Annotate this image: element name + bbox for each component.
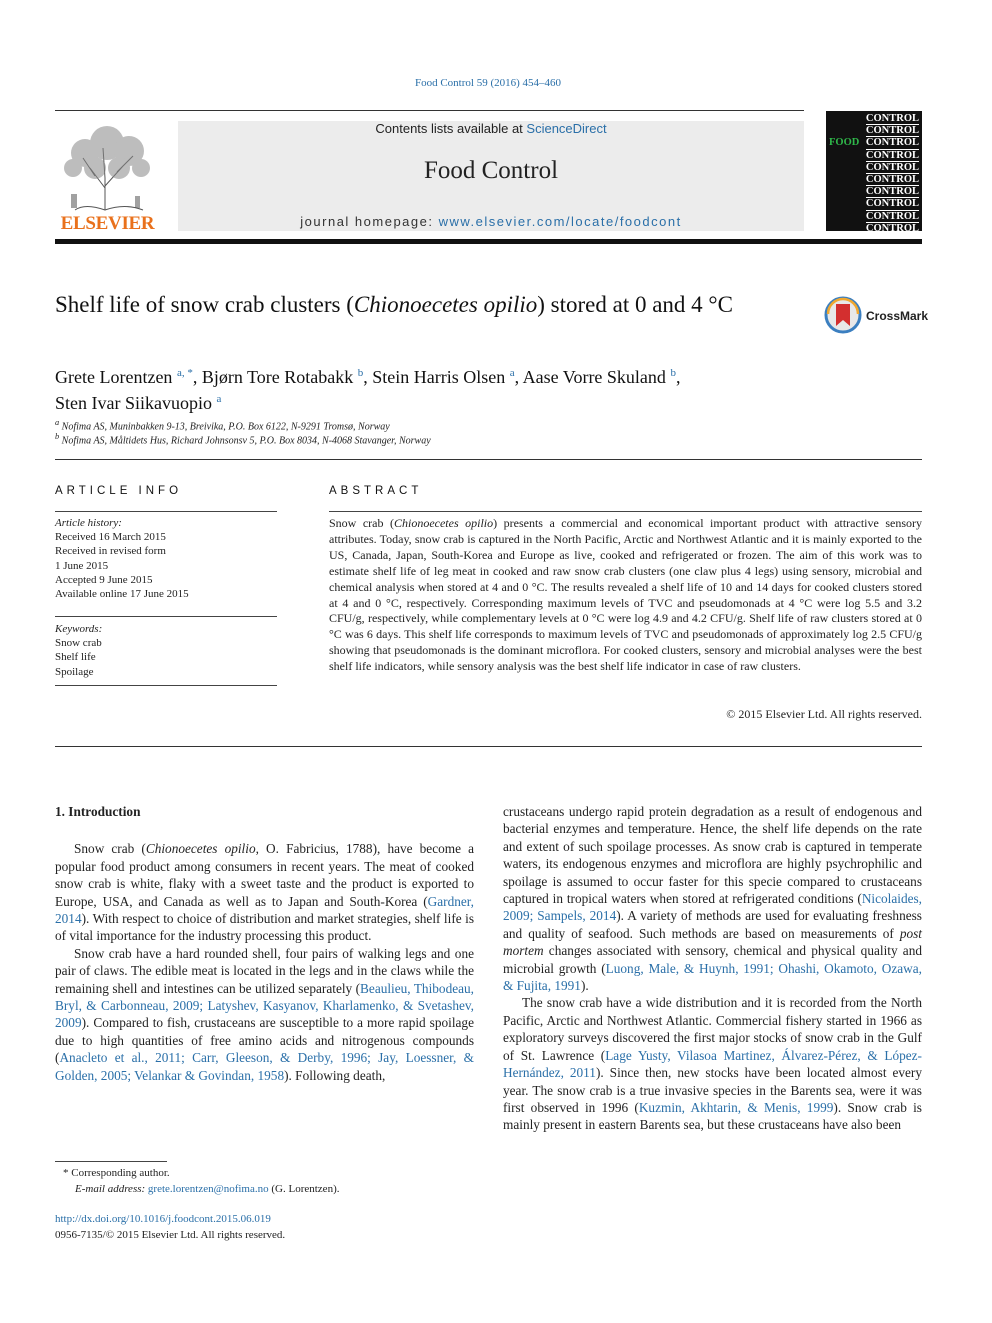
footnote-rule <box>55 1161 167 1162</box>
journal-cover <box>826 111 922 234</box>
cover-row-right: CONTROL <box>865 125 919 137</box>
title-part2: ) stored at 0 and 4 °C <box>537 292 733 317</box>
text-run: Chionoecetes opilio <box>145 841 256 857</box>
cover-title-row <box>829 174 919 186</box>
text-run: ). With respect to choice of distribution and market strategies, shelf life is of vital importance for the industry processing this product. <box>55 911 474 944</box>
cover-row-right: CONTROL <box>865 137 919 149</box>
author-name: Sten Ivar Siikavuopio <box>55 393 217 413</box>
body-paragraph <box>55 840 474 944</box>
citation-link[interactable]: Beaulieu, Thibodeau, Bryl, & Carbonneau, 2009; Latyshev, Kasyanov, Kharlamenko, & Svetashev, 2009 <box>55 980 475 1031</box>
journal-title: Food Control <box>423 157 559 184</box>
abstract-species: Chionoecetes opilio <box>393 516 494 530</box>
homepage-link[interactable]: www.elsevier.com/locate/foodcont <box>438 214 682 229</box>
keyword: Shelf life <box>55 651 96 664</box>
body-column-right <box>503 803 922 1134</box>
text-run: Snow crab have a hard rounded shell, four pairs of walking legs and one pair of claws. The edible meat is located in the legs and in the claws while the remaining shell and intestines can be utilized separately ( <box>55 945 474 996</box>
body-paragraph <box>503 994 922 1133</box>
cover-row-right: CONTROL <box>865 149 919 161</box>
citation-link[interactable]: Lage Yusty, Vilasoa Martinez, Álvarez-Pérez, & López-Hernández, 2011 <box>503 1047 922 1081</box>
cover-title-row <box>829 162 919 174</box>
affiliation-b <box>55 432 655 446</box>
text-run: changes associated with sensory, chemical and physical quality and microbial growth ( <box>503 943 922 976</box>
homepage-line <box>178 214 804 229</box>
text-run: crustaceans undergo rapid protein degradation as a result of endogenous and bacterial enzymes and temperature. Hence, the shelf life depends on the rate and extent of such spoilage processes. As snow crab is captured in temperate waters, its endogenous enzymes and microflora are highly psychrophilic and spoilage is assumed to occur faster for this specie compared to crustaceans captured in tropical waters when stored at refrigerated conditions ( <box>503 804 922 907</box>
title-part1: Shelf life of snow crab clusters ( <box>55 292 354 317</box>
cover-row-right: CONTROL <box>865 161 919 173</box>
cover-title-row <box>829 198 919 210</box>
cover-title-row <box>829 186 919 198</box>
abstract-bottom-rule <box>55 746 922 747</box>
cover-row-right: CONTROL <box>865 174 919 186</box>
homepage-prefix: journal homepage: <box>300 214 439 229</box>
text-run: The snow crab have a wide distribution and it is recorded from the North Pacific, Arctic and Northwest Atlantic. Commercial fishery started in 1966 as exploratory surveys discovered the first major stocks of snow crab in the Gulf of St. Lawrence ( <box>503 995 922 1063</box>
affiliation-text: Nofima AS, Muninbakken 9-13, Breivika, P.O. Box 6122, N-9291 Tromsø, Norway <box>61 421 390 433</box>
body-paragraph <box>55 945 474 1084</box>
email-link[interactable]: grete.lorentzen@nofima.no <box>147 1182 269 1195</box>
author-name: Stein Harris Olsen <box>372 367 510 387</box>
header-thick-rule <box>55 239 922 244</box>
text-run: ). Compared to fish, crustaceans are susceptible to a more rapid spoilage due to high quantities of free amino acids and nitrogenous compounds ( <box>55 1015 474 1066</box>
author-affiliation-mark[interactable]: b <box>670 367 676 379</box>
history-item: Received 16 March 2015 <box>55 531 166 544</box>
cover-title-row <box>829 113 919 125</box>
sciencedirect-link[interactable]: ScienceDirect <box>526 121 607 136</box>
keyword: Spoilage <box>55 665 94 678</box>
cover-title-row <box>829 150 919 162</box>
section-rule <box>55 459 922 460</box>
citation-link[interactable]: Anacleto et al., 2011; Carr, Gleeson, & Derby, 1996; Jay, Loessner, & Golden, 2005; Velankar & Govindan, 1958 <box>55 1050 474 1083</box>
author-name: Bjørn Tore Rotabakk <box>201 367 358 387</box>
text-run: , O. Fabricius, 1788), have become a popular food product among consumers in recent years. The meat of cooked snow crab is white, flaky with a sweet taste and the product is exported to Europe, USA, and Canada as well as to Japan and South-Korea ( <box>55 841 474 909</box>
footnotes <box>55 1166 475 1197</box>
history-label: Article history: <box>55 517 122 529</box>
body-paragraph <box>503 803 922 994</box>
cover-row-left: FOOD <box>829 137 860 149</box>
doi-block <box>55 1212 285 1243</box>
email-label: E-mail address: <box>75 1182 148 1195</box>
article-title <box>55 290 775 320</box>
author-affiliation-mark[interactable]: a, * <box>176 367 193 379</box>
text-run: Snow crab ( <box>74 841 146 857</box>
info-rule <box>55 616 277 617</box>
author-separator: , <box>514 367 523 387</box>
email-suffix: (G. Lorentzen). <box>268 1182 340 1195</box>
crossmark-label[interactable]: CrossMark <box>866 309 929 323</box>
abstract-heading: ABSTRACT <box>329 485 423 497</box>
corresponding-author-note: * Corresponding author. <box>63 1167 170 1179</box>
cover-row-right: CONTROL <box>865 113 919 124</box>
keyword: Snow crab <box>55 637 102 650</box>
text-run: ). Since then, new stocks have been located almost every year. The snow crab is a true invasive species in the Barents sea, were it was first observed in 1996 ( <box>503 1065 922 1115</box>
keywords <box>55 622 277 679</box>
email-note <box>55 1182 475 1198</box>
text-run: ). Following death, <box>284 1067 386 1083</box>
cover-row-right: CONTROL <box>865 198 919 210</box>
text-run: ). Snow crab is mainly present in eastern Barents sea, but these crustaceans have also been <box>503 1099 922 1133</box>
body-column-left <box>55 803 474 1084</box>
author-separator: , <box>363 367 373 387</box>
doi-link[interactable]: http://dx.doi.org/10.1016/j.foodcont.2015.06.019 <box>55 1213 271 1225</box>
journal-citation[interactable]: Food Control 59 (2016) 454–460 <box>414 77 562 89</box>
cover-title-row <box>829 211 919 223</box>
affiliation-mark: b <box>55 432 60 441</box>
author-affiliation-mark[interactable]: a <box>216 393 222 405</box>
cover-title-row <box>829 125 919 137</box>
info-rule <box>55 511 277 512</box>
text-run: ). A variety of methods are used for evaluating freshness and quality of seafood. Such methods are based on measurements of <box>503 908 922 941</box>
elsevier-wordmark: ELSEVIER <box>60 213 155 234</box>
abstract-body: ) presents a commercial and economical important product with attractive sensory attributes. Today, snow crab is captured in the North Pacific, Arctic and Northwest Atlantic and it is mainly exported to the US, Canada, Japan, South-Korea and Europe as live, cooked and refrigerated or frozen. The aim of this work was to estimate shelf life of leg meat in cooked and raw snow crab clusters (one claw plus 4 legs) using sensory, microbial and chemical analysis when stored at 4 and 0 °C. The results revealed a shelf life of 10 and 14 days for cooked clusters stored at 4 and 0 °C, respectively. Corresponding maximum levels of TVC and pseudomonads at 4 °C were log 5.5 and 3.2 CFU/g, respectively, while complementary levels at 0 °C were log 4.9 and 4.2 CFU/g. Shelf life of raw clusters stored at 0 °C was 6 days. This shelf life corresponds to maximum levels of TVC and pseudomonads of approximately log 2.5 CFU/g showing that pseudomonads is the dominant microflora. For cooked clusters, sensory and microbial analyses were the best shelf life indicators, while sensory analysis was the best shelf life indicator in case of raw clusters. <box>329 516 922 674</box>
cover-title-row <box>829 137 919 149</box>
author-affiliation-mark[interactable]: a <box>509 367 515 379</box>
affiliation-a <box>55 418 655 432</box>
title-species: Chionoecetes opilio <box>353 292 538 317</box>
abstract-lead: Snow crab ( <box>329 516 394 530</box>
abstract-copyright: © 2015 Elsevier Ltd. All rights reserved. <box>726 707 922 721</box>
citation-link[interactable]: Luong, Male, & Huynh, 1991; Ohashi, Okamoto, Ozawa, & Fujita, 1991 <box>503 960 922 994</box>
contents-prefix: Contents lists available at <box>375 121 527 136</box>
author-name: Grete Lorentzen <box>55 367 177 387</box>
author-separator: , <box>675 367 681 387</box>
citation-link[interactable]: Kuzmin, Akhtarin, & Menis, 1999 <box>638 1099 834 1115</box>
author-list <box>55 362 875 414</box>
article-info-heading: ARTICLE INFO <box>55 485 183 497</box>
article-history <box>55 516 277 601</box>
text-run: ). <box>580 978 589 994</box>
history-item: Available online 17 June 2015 <box>55 588 189 601</box>
cover-row-right: CONTROL <box>865 210 919 222</box>
journal-header-box <box>178 121 804 231</box>
affiliation-mark: a <box>55 418 60 427</box>
header-top-rule <box>55 110 804 111</box>
history-item: Accepted 9 June 2015 <box>55 573 153 586</box>
history-item: 1 June 2015 <box>55 559 109 572</box>
abstract-text <box>329 516 922 675</box>
citation-link[interactable]: Nicolaides, 2009; Sampels, 2014 <box>503 891 922 924</box>
affiliation-text: Nofima AS, Måltidets Hus, Richard Johnsonsv 5, P.O. Box 8034, N-4068 Stavanger, Norway <box>61 435 431 447</box>
info-rule <box>55 685 277 686</box>
section-heading: 1. Introduction <box>55 804 141 819</box>
cover-row-right: CONTROL <box>865 186 919 198</box>
author-affiliation-mark[interactable]: b <box>357 367 364 379</box>
author-name: Aase Vorre Skuland <box>522 367 671 387</box>
author-separator: , <box>192 367 202 387</box>
abstract-rule <box>329 511 922 512</box>
text-run: post mortem <box>503 925 922 959</box>
keywords-label: Keywords: <box>55 623 103 635</box>
citation-link[interactable]: Gardner, 2014 <box>55 893 474 927</box>
cover-title-row <box>829 223 919 235</box>
history-item: Received in revised form <box>55 545 166 558</box>
cover-row-right: CONTROL <box>865 222 919 234</box>
contents-line <box>178 121 804 136</box>
issn-line: 0956-7135/© 2015 Elsevier Ltd. All rights reserved. <box>55 1228 286 1241</box>
